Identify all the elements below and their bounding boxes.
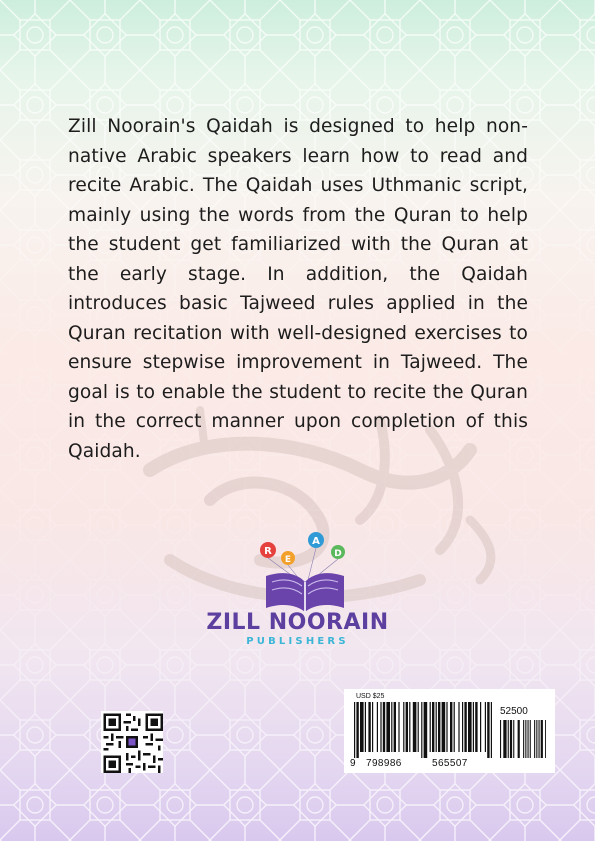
balloon-r-letter: R bbox=[264, 546, 272, 557]
balloon-e-letter: E bbox=[284, 555, 292, 565]
read-book-logo bbox=[250, 528, 360, 618]
price-code: 52500 bbox=[500, 706, 528, 717]
price-label: USD $25 bbox=[356, 693, 385, 700]
isbn-barcode bbox=[344, 689, 555, 773]
publisher-brand bbox=[180, 610, 415, 647]
balloon-d-letter: D bbox=[334, 549, 342, 559]
isbn-group-1: 798986 bbox=[366, 758, 402, 769]
publisher-name: ZILL NOORAIN bbox=[206, 610, 389, 635]
qr-code bbox=[101, 711, 163, 773]
isbn-first-digit: 9 bbox=[350, 758, 356, 769]
publisher-subtitle: PUBLISHERS bbox=[246, 636, 349, 647]
balloon-a-letter: A bbox=[312, 536, 320, 547]
book-description: Zill Noorain's Qaidah is designed to help non-native Arabic speakers learn how to read and recite Arabic. The Qaidah uses Uthmanic script, mainly using the words from the Quran to help the student get familiarized with the Quran at the early stage. In addition, the Qaidah introduces basic Tajweed rules applied in the Quran recitation with well-designed exercises to ensure stepwise improvement in Tajweed. The goal is to enable the student to recite the Quran in the correct manner upon completion of this Qaidah. bbox=[68, 116, 528, 462]
isbn-group-2: 565507 bbox=[432, 758, 468, 769]
